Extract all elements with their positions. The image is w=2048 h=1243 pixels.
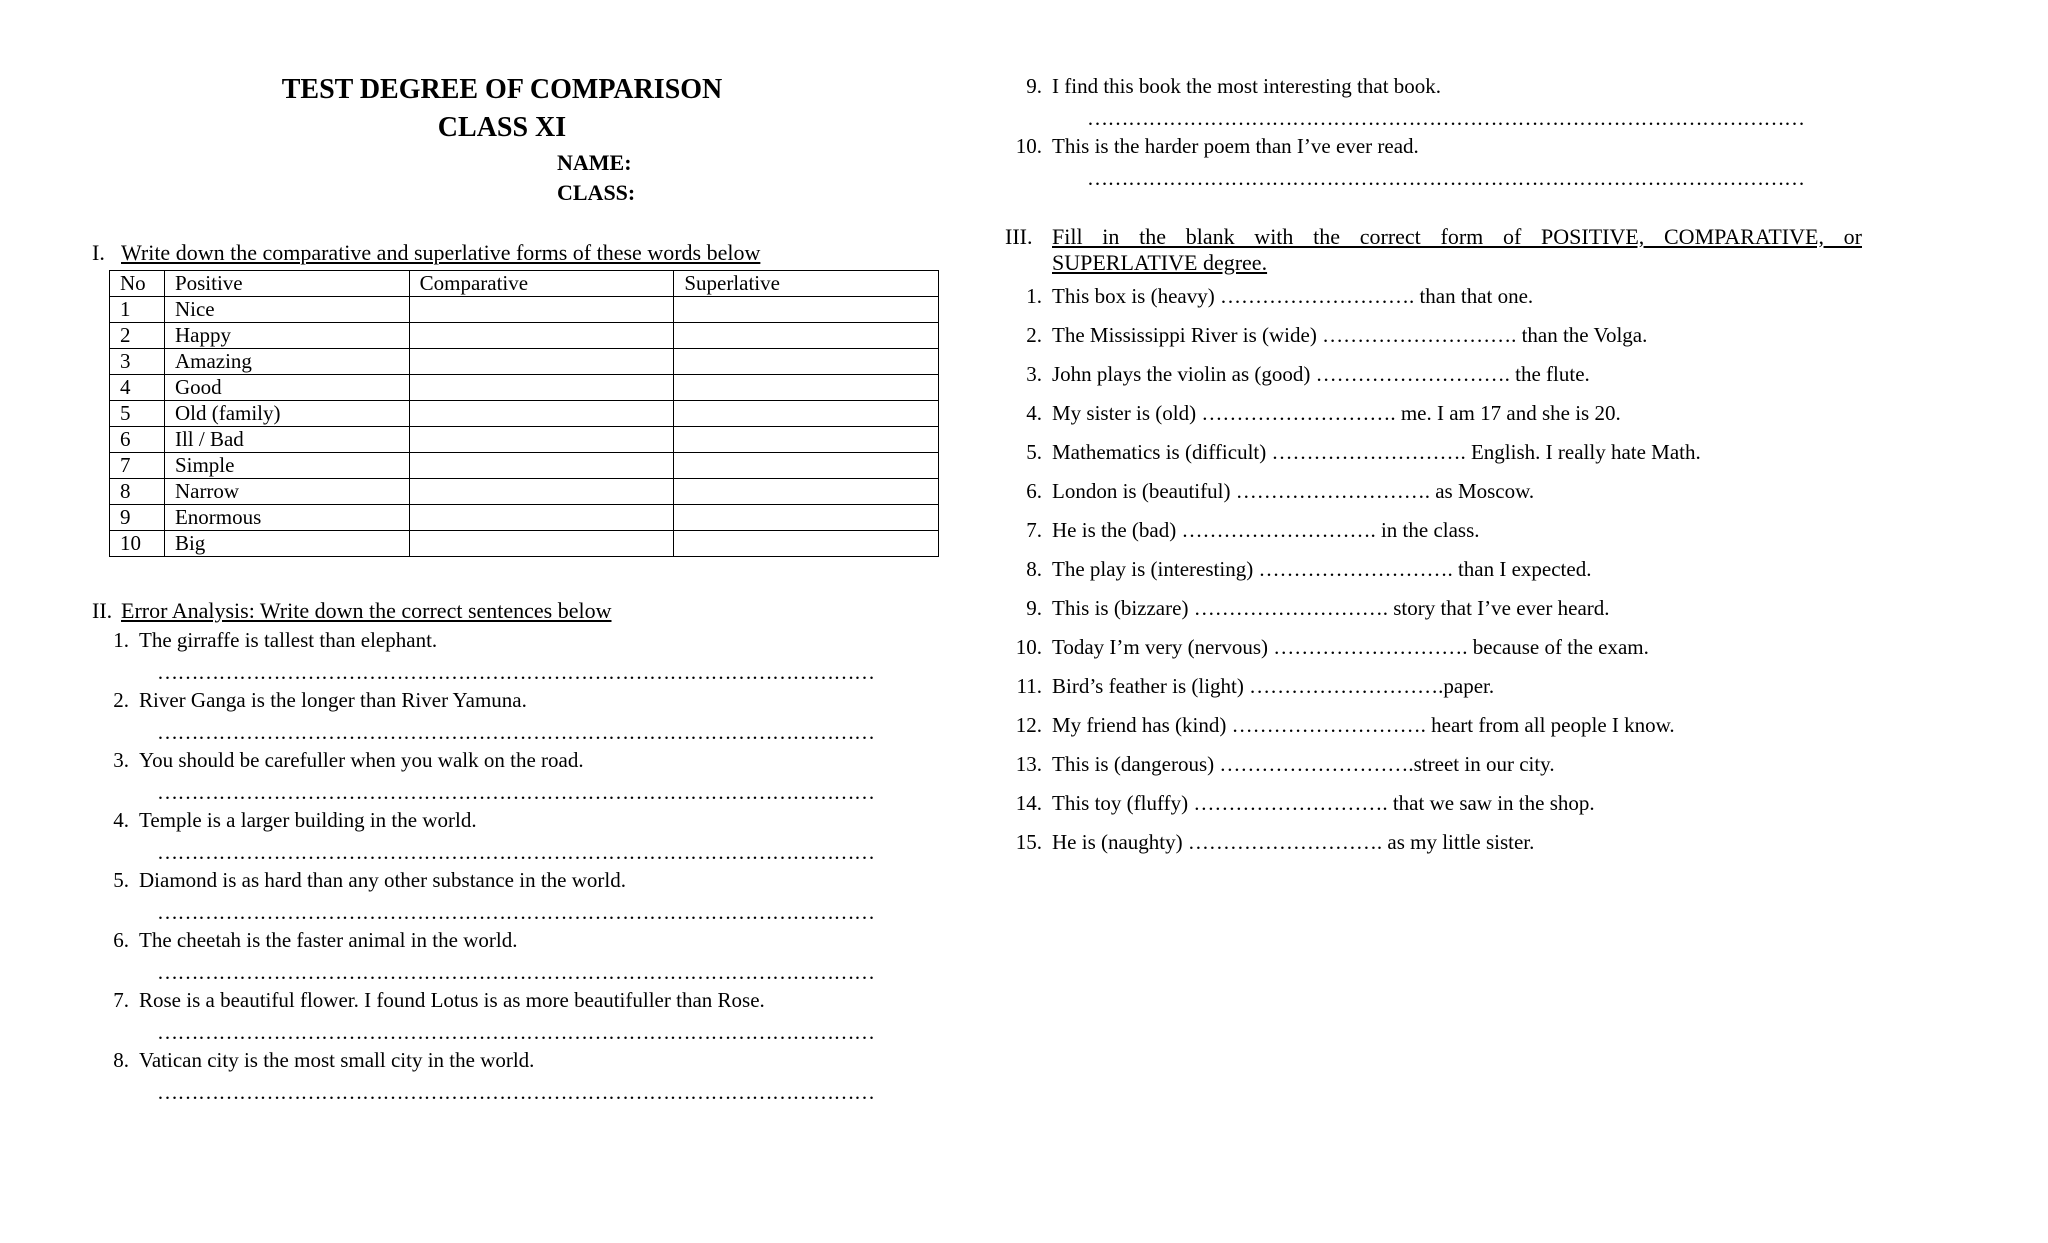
section-title: Error Analysis: Write down the correct sentences below	[121, 598, 612, 623]
worksheet-class: CLASS XI	[437, 112, 567, 143]
row-number: 6	[110, 427, 165, 453]
answer-line[interactable]: ……………………………………………………………………………………………	[157, 900, 875, 924]
fill-sentence: The Mississippi River is (wide) ………………………. than the Volga.	[1052, 323, 1648, 347]
list-item: 2. The Mississippi River is (wide) ………………………. than the Volga.	[1026, 323, 1648, 347]
positive-word: Narrow	[164, 479, 409, 505]
list-item: 4. My sister is (old) ………………………. me. I am 17 and she is 20.	[1026, 401, 1621, 425]
list-item: 13. This is (dangerous) ……………………….street in our city.	[1015, 752, 1555, 776]
class-label: CLASS:	[557, 180, 636, 205]
error-sentence: Rose is a beautiful flower. I found Lotus is as more beautifuller than Rose.	[139, 988, 765, 1012]
table-row	[110, 349, 939, 375]
table-row	[110, 531, 939, 557]
list-item: 10. This is the harder poem than I’ve ever read.	[1015, 134, 1419, 158]
list-item: 5. Diamond is as hard than any other substance in the world.	[113, 868, 626, 892]
section-title: Fill in the blank with the correct form of POSITIVE, COMPARATIVE, or SUPERLATIVE degree.	[1052, 224, 1862, 275]
list-item: 11. Bird’s feather is (light) ……………………….paper.	[1016, 674, 1495, 698]
row-number: 3	[110, 349, 165, 375]
list-item: 3. You should be carefuller when you walk on the road.	[113, 748, 584, 772]
error-sentence: The cheetah is the faster animal in the world.	[139, 928, 518, 952]
fill-sentence: My sister is (old) ………………………. me. I am 17 and she is 20.	[1052, 401, 1621, 425]
superlative-cell[interactable]	[674, 531, 939, 557]
positive-word: Old (family)	[164, 401, 409, 427]
positive-word: Big	[164, 531, 409, 557]
table-row	[110, 297, 939, 323]
superlative-cell[interactable]	[674, 479, 939, 505]
section-number: I.	[92, 240, 105, 265]
error-sentence: I find this book the most interesting that book.	[1052, 74, 1442, 98]
comparative-cell[interactable]	[409, 453, 674, 479]
fill-sentence: This toy (fluffy) ………………………. that we saw in the shop.	[1052, 791, 1595, 815]
superlative-cell[interactable]	[674, 427, 939, 453]
error-sentence: Vatican city is the most small city in the world.	[139, 1048, 535, 1072]
column-header: Positive	[164, 271, 409, 297]
superlative-cell[interactable]	[674, 349, 939, 375]
list-item: 8. Vatican city is the most small city in the world.	[113, 1048, 535, 1072]
positive-word: Enormous	[164, 505, 409, 531]
list-item: 15. He is (naughty) ………………………. as my little sister.	[1015, 830, 1535, 854]
list-item: 9. This is (bizzare) ………………………. story that I’ve ever heard.	[1026, 596, 1610, 620]
fill-sentence: The play is (interesting) ………………………. than I expected.	[1052, 557, 1592, 581]
fill-sentence: This is (bizzare) ………………………. story that I’ve ever heard.	[1052, 596, 1610, 620]
row-number: 8	[110, 479, 165, 505]
positive-word: Simple	[164, 453, 409, 479]
positive-word: Ill / Bad	[164, 427, 409, 453]
list-item: 10. Today I’m very (nervous) ………………………. because of the exam.	[1015, 635, 1649, 659]
error-sentence: The girraffe is tallest than elephant.	[139, 628, 438, 652]
comparison-table	[109, 270, 939, 557]
list-item: 7. Rose is a beautiful flower. I found Lotus is as more beautifuller than Rose.	[113, 988, 765, 1012]
error-sentence: Diamond is as hard than any other substance in the world.	[139, 868, 626, 892]
superlative-cell[interactable]	[674, 375, 939, 401]
fill-sentence: John plays the violin as (good) ………………………. the flute.	[1052, 362, 1590, 386]
superlative-cell[interactable]	[674, 505, 939, 531]
comparative-cell[interactable]	[409, 427, 674, 453]
fill-sentence: This box is (heavy) ………………………. than that one.	[1052, 284, 1534, 308]
fill-sentence: Today I’m very (nervous) ………………………. because of the exam.	[1052, 635, 1649, 659]
list-item: 1. This box is (heavy) ………………………. than that one.	[1026, 284, 1534, 308]
error-sentence: This is the harder poem than I’ve ever read.	[1052, 134, 1419, 158]
list-item: 3. John plays the violin as (good) ………………………. the flute.	[1026, 362, 1590, 386]
worksheet-title: TEST DEGREE OF COMPARISON	[281, 74, 723, 105]
answer-line[interactable]: ……………………………………………………………………………………………	[157, 1020, 875, 1044]
table-row	[110, 453, 939, 479]
fill-sentence: Bird’s feather is (light) ……………………….paper.	[1052, 674, 1495, 698]
fill-sentence: He is the (bad) ………………………. in the class.	[1052, 518, 1480, 542]
answer-line[interactable]: ……………………………………………………………………………………………	[157, 780, 875, 804]
column-header: No	[110, 271, 165, 297]
row-number: 10	[110, 531, 165, 557]
list-item: 14. This toy (fluffy) ………………………. that we saw in the shop.	[1015, 791, 1595, 815]
section-3-heading	[1005, 224, 1052, 250]
list-item: 2. River Ganga is the longer than River Yamuna.	[113, 688, 527, 712]
table-row	[110, 375, 939, 401]
comparative-cell[interactable]	[409, 505, 674, 531]
positive-word: Nice	[164, 297, 409, 323]
table-row	[110, 505, 939, 531]
list-item: 7. He is the (bad) ………………………. in the class.	[1026, 518, 1480, 542]
fill-sentence: My friend has (kind) ………………………. heart from all people I know.	[1052, 713, 1675, 737]
superlative-cell[interactable]	[674, 297, 939, 323]
section-number: III.	[1005, 224, 1033, 249]
comparative-cell[interactable]	[409, 297, 674, 323]
superlative-cell[interactable]	[674, 323, 939, 349]
section-title: Write down the comparative and superlative forms of these words below	[121, 240, 761, 265]
row-number: 2	[110, 323, 165, 349]
fill-sentence: Mathematics is (difficult) ………………………. English. I really hate Math.	[1052, 440, 1701, 464]
answer-line[interactable]: ……………………………………………………………………………………………	[157, 720, 875, 744]
positive-word: Amazing	[164, 349, 409, 375]
list-item: 9. I find this book the most interesting that book.	[1026, 74, 1442, 98]
error-sentence: Temple is a larger building in the world.	[139, 808, 477, 832]
comparative-cell[interactable]	[409, 401, 674, 427]
answer-line[interactable]: ……………………………………………………………………………………………	[157, 660, 875, 684]
list-item: 12. My friend has (kind) ………………………. heart from all people I know.	[1015, 713, 1675, 737]
comparative-cell[interactable]	[409, 323, 674, 349]
superlative-cell[interactable]	[674, 453, 939, 479]
section-number: II.	[92, 598, 113, 623]
table-row	[110, 479, 939, 505]
positive-word: Good	[164, 375, 409, 401]
fill-sentence: This is (dangerous) ……………………….street in our city.	[1052, 752, 1555, 776]
answer-line[interactable]: ……………………………………………………………………………………………	[1087, 166, 1805, 190]
answer-line[interactable]: ……………………………………………………………………………………………	[157, 1080, 875, 1104]
list-item: 6. The cheetah is the faster animal in the world.	[113, 928, 518, 952]
answer-line[interactable]: ……………………………………………………………………………………………	[1087, 106, 1805, 130]
list-item: 4. Temple is a larger building in the world.	[113, 808, 477, 832]
answer-line[interactable]: ……………………………………………………………………………………………	[157, 960, 875, 984]
row-number: 1	[110, 297, 165, 323]
table-row	[110, 323, 939, 349]
list-item: 5. Mathematics is (difficult) ………………………. English. I really hate Math.	[1026, 440, 1701, 464]
row-number: 7	[110, 453, 165, 479]
list-item: 8. The play is (interesting) ………………………. than I expected.	[1026, 557, 1592, 581]
list-item: 6. London is (beautiful) ………………………. as Moscow.	[1026, 479, 1535, 503]
row-number: 5	[110, 401, 165, 427]
name-label: NAME:	[557, 150, 632, 175]
section-2-heading	[92, 598, 612, 624]
answer-line[interactable]: ……………………………………………………………………………………………	[157, 840, 875, 864]
column-header: Superlative	[674, 271, 939, 297]
table-row	[110, 401, 939, 427]
table-row	[110, 427, 939, 453]
superlative-cell[interactable]	[674, 401, 939, 427]
row-number: 4	[110, 375, 165, 401]
table-header-row	[110, 271, 939, 297]
comparative-cell[interactable]	[409, 375, 674, 401]
comparative-cell[interactable]	[409, 531, 674, 557]
fill-sentence: He is (naughty) ………………………. as my little sister.	[1052, 830, 1535, 854]
column-header: Comparative	[409, 271, 674, 297]
comparative-cell[interactable]	[409, 479, 674, 505]
section-1-heading	[92, 240, 760, 266]
comparative-cell[interactable]	[409, 349, 674, 375]
positive-word: Happy	[164, 323, 409, 349]
list-item: 1. The girraffe is tallest than elephant.	[113, 628, 438, 652]
error-sentence: River Ganga is the longer than River Yamuna.	[139, 688, 527, 712]
fill-sentence: London is (beautiful) ………………………. as Moscow.	[1052, 479, 1535, 503]
error-sentence: You should be carefuller when you walk on the road.	[139, 748, 584, 772]
row-number: 9	[110, 505, 165, 531]
